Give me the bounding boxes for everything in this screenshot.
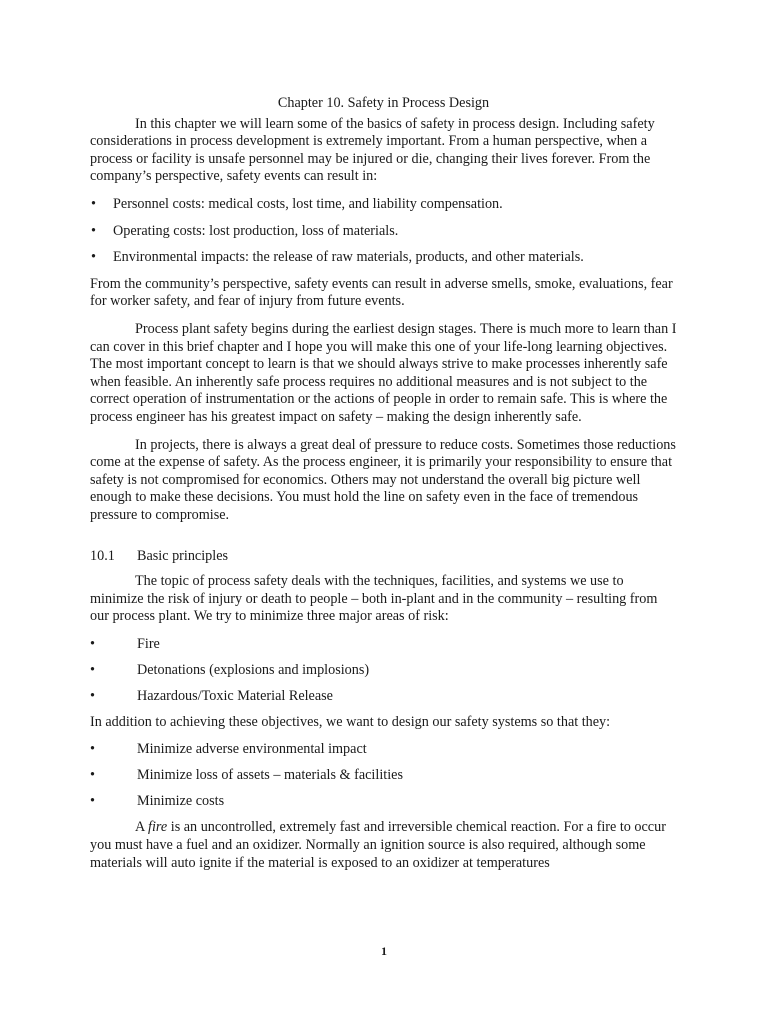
list-item [90,636,677,654]
bullet-icon: • [90,635,95,652]
topic-paragraph: The topic of process safety deals with the techniques, facilities, and systems we use to minimize the risk of injury or death to people – both in-plant and in the community – resulting from our process plant. We try to minimize three major areas of risk: [90,573,658,625]
objectives-intro: In addition to achieving these objectives, we want to design our safety systems so that they: [90,713,611,730]
list-item-text: Fire [137,635,160,652]
list-item [90,249,677,267]
chapter-title: Chapter 10. Safety in Process Design [277,95,490,111]
bullet-icon: • [90,661,95,678]
list-item-text: Minimize adverse environmental impact [137,741,367,758]
list-item [90,741,677,759]
bullet-icon: • [91,195,96,212]
design-paragraph: Process plant safety begins during the earliest design stages. There is much more to learn than I can cover in this brief chapter and I hope you will make this one of your life-long learning objectives. The most important concept to learn is that we should always strive to make processes inherently safe when feasible. An inherently safe process requires no additional measures and is not subject to the correct operation of instrumentation or the actions of people in order to remain safe. This is where the process engineer has his greatest impact on safety – making the design inherently safe. [90,320,677,425]
community-paragraph: From the community’s perspective, safety events can result in adverse smells, smoke, evaluations, fear for worker safety, and fear of injury from future events. [90,275,673,310]
fire-lead: A [135,819,149,836]
risks-list [90,636,677,706]
fire-rest: is an uncontrolled, extremely fast and irreversible chemical reaction. For a fire to occur you must have a fuel and an oxidizer. Normally an ignition source is also required, although some materials will auto ignite if the material is exposed to an oxidizer at temperatures [90,819,666,871]
fire-paragraph [90,819,677,872]
list-item [90,793,677,811]
company-costs-list [90,196,677,267]
section-heading [90,548,677,566]
bullet-icon: • [90,741,95,758]
list-item-text: Minimize costs [137,793,225,810]
list-item [90,767,677,785]
list-item [90,688,677,706]
list-item [90,223,677,241]
bullet-icon: • [91,222,96,239]
list-item-text: Hazardous/Toxic Material Release [137,687,333,704]
list-item [90,196,677,214]
list-item-text: Environmental impacts: the release of raw materials, products, and other materials. [113,249,584,266]
list-item-text: Minimize loss of assets – materials & facilities [137,767,403,784]
list-item-text: Detonations (explosions and implosions) [137,661,370,678]
list-item-text: Operating costs: lost production, loss of materials. [113,222,399,239]
bullet-icon: • [90,793,95,810]
page-content [90,95,677,882]
bullet-icon: • [90,687,95,704]
list-item-text: Personnel costs: medical costs, lost time, and liability compensation. [113,195,503,212]
section-title: Basic principles [137,548,229,565]
objectives-list [90,741,677,811]
fire-term: fire [148,819,168,836]
bullet-icon: • [91,249,96,266]
section-number: 10.1 [90,548,115,565]
projects-paragraph: In projects, there is always a great deal of pressure to reduce costs. Sometimes those reductions come at the expense of safety. As the process engineer, it is primarily your responsibility to ensure that safety is not compromised for economics. Others may not understand the overall big picture well enough to make these decisions. You must hold the line on safety even in the face of tremendous pressure to compromise. [90,436,676,523]
intro-paragraph: In this chapter we will learn some of the basics of safety in process design. Including safety considerations in process development is extremely important. From a human perspective, when a process or facility is unsafe personnel may be injured or die, changing their lives forever. From the company’s perspective, safety events can result in: [90,115,655,185]
page-number: 1 [381,944,387,958]
bullet-icon: • [90,767,95,784]
list-item [90,662,677,680]
